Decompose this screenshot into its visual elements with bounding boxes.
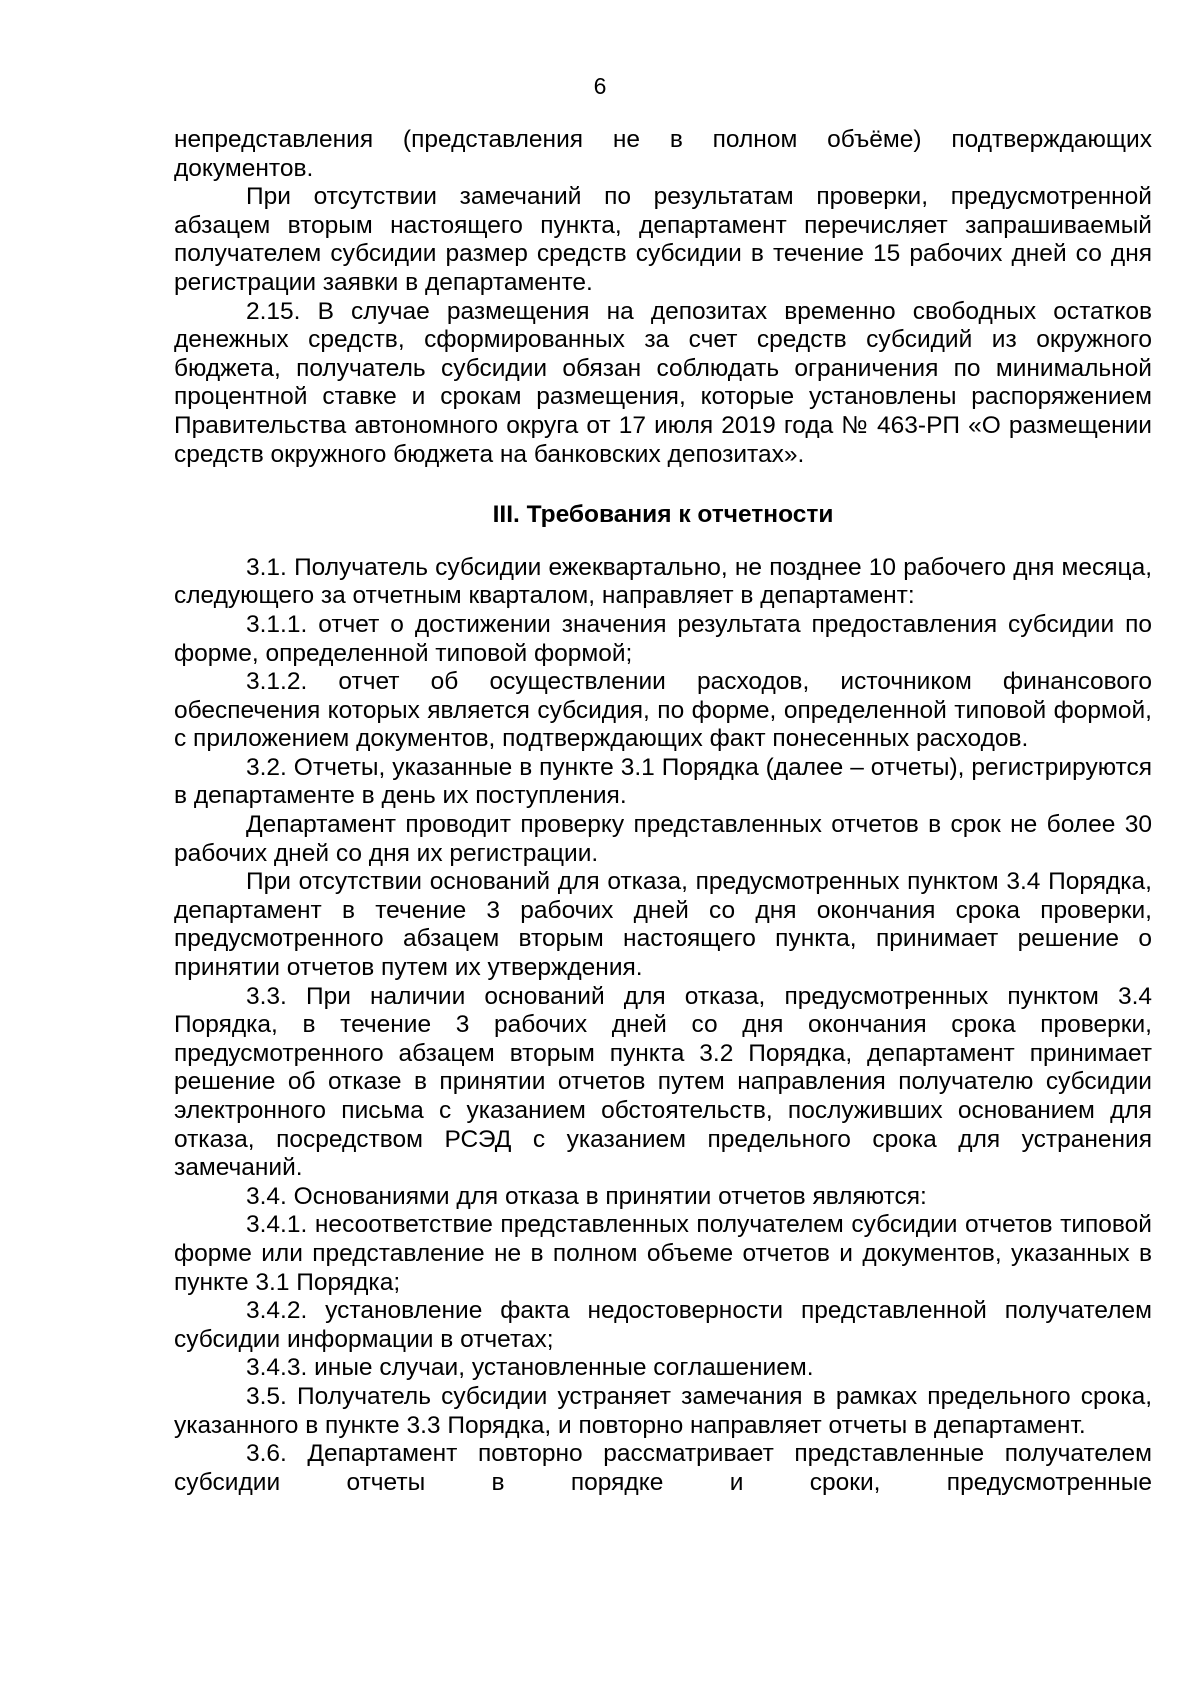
paragraph: 3.6. Департамент повторно рассматривает представленные получателем субсидии отчеты в порядке и сроки, предусмотренные xyxy=(174,1440,1152,1496)
paragraph: 3.1.1. отчет о достижении значения результата предоставления субсидии по форме, определенной типовой формой; xyxy=(174,610,1152,667)
paragraph: 3.5. Получатель субсидии устраняет замечания в рамках предельного срока, указанного в пункте 3.3 Порядка, и повторно направляет отчеты в департамент. xyxy=(174,1382,1152,1439)
paragraph: 3.2. Отчеты, указанные в пункте 3.1 Порядка (далее – отчеты), регистрируются в департаменте в день их поступления. xyxy=(174,753,1152,810)
paragraph: 3.4. Основаниями для отказа в принятии отчетов являются: xyxy=(246,1182,927,1210)
paragraph: 3.4.2. установление факта недостоверности представленной получателем субсидии информации в отчетах; xyxy=(174,1297,1152,1353)
paragraph: непредставления (представления не в полном объёме) подтверждающих документов. xyxy=(174,126,1152,182)
paragraph: 3.4.1. несоответствие представленных получателем субсидии отчетов типовой форме или представление не в полном объеме отчетов и документов, указанных в пункте 3.1 Порядка; xyxy=(174,1211,1152,1296)
paragraph: 3.1. Получатель субсидии ежеквартально, не позднее 10 рабочего дня месяца, следующего за отчетным кварталом, направляет в департамент: xyxy=(174,553,1152,610)
paragraph: 3.3. При наличии оснований для отказа, предусмотренных пунктом 3.4 Порядка, в течение 3 рабочих дней со дня окончания срока проверки, предусмотренного абзацем вторым пункта 3.2 Порядка, департамент принимает решение об отказе в принятии отчетов путем направления получателю субсидии электронного письма с указанием обстоятельств, послуживших основанием для отказа, посредством РСЭД с указанием предельного срока для устранения замечаний. xyxy=(174,982,1152,1182)
paragraph: 3.4.3. иные случаи, установленные соглашением. xyxy=(246,1354,814,1382)
paragraph: 3.1.2. отчет об осуществлении расходов, источником финансового обеспечения которых является субсидия, по форме, определенной типовой формой, с приложением документов, подтверждающих факт понесенных расходов. xyxy=(174,668,1152,753)
page-number: 6 xyxy=(593,73,607,99)
paragraph: При отсутствии оснований для отказа, предусмотренных пунктом 3.4 Порядка, департамент в течение 3 рабочих дней со дня окончания срока проверки, предусмотренного абзацем вторым настоящего пункта, принимает решение о принятии отчетов путем их утверждения. xyxy=(174,868,1152,982)
paragraph: Департамент проводит проверку представленных отчетов в срок не более 30 рабочих дней со дня их регистрации. xyxy=(174,811,1152,867)
paragraph: При отсутствии замечаний по результатам проверки, предусмотренной абзацем вторым настоящего пункта, департамент перечисляет запрашиваемый получателем субсидии размер средств субсидии в течение 15 рабочих дней со дня регистрации заявки в департаменте. xyxy=(174,183,1152,296)
paragraph: 2.15. В случае размещения на депозитах временно свободных остатков денежных средств, сформированных за счет средств субсидий из окружного бюджета, получатель субсидии обязан соблюдать ограничения по минимальной процентной ставке и срокам размещения, которые установлены распоряжением Правительства автономного округа от 17 июля 2019 года № 463-РП «О размещении средств окружного бюджета на банковских депозитах». xyxy=(174,297,1152,468)
document-body xyxy=(174,126,1152,1497)
section-title: III. Требования к отчетности xyxy=(492,501,834,529)
